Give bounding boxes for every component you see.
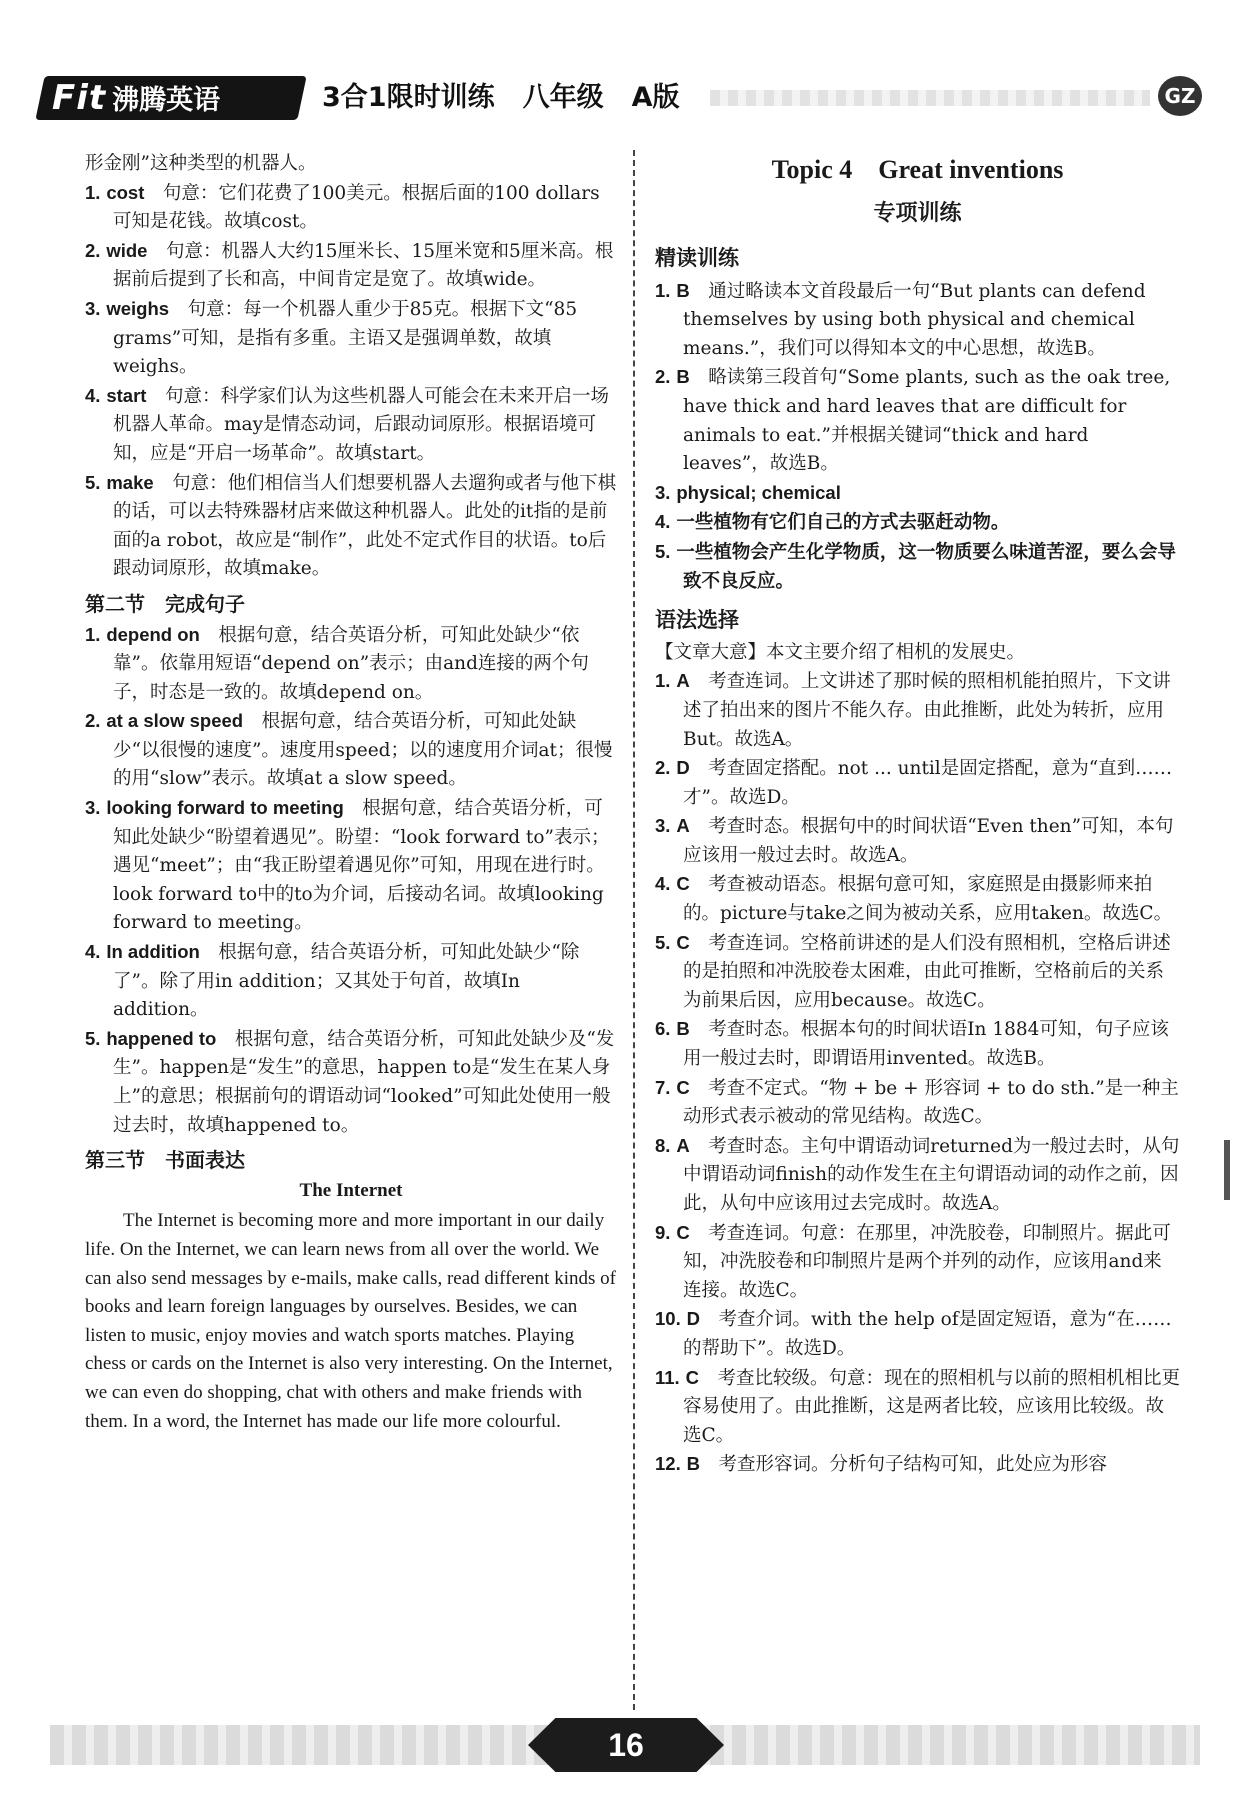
grammar-section-title: 语法选择 bbox=[655, 608, 739, 633]
grade-label: 八年级 bbox=[522, 82, 604, 113]
answer-item bbox=[85, 179, 617, 237]
header-decoration bbox=[710, 90, 1150, 106]
item-explanation: 考查比较级。句意：现在的照相机与以前的照相机相比更容易使用了。由此推断，这是两者比较，应该用比较级。故选C。 bbox=[683, 1367, 1180, 1446]
answer-item bbox=[655, 754, 1180, 812]
item-explanation: 考查时态。主句中谓语动词returned为一般过去时，从句中谓语动词finish的动作发生在主句谓语动词的动作之前，因此，从句中应该用过去完成时。故选A。 bbox=[683, 1135, 1180, 1214]
answer-item bbox=[85, 237, 617, 295]
answer-item bbox=[655, 1450, 1180, 1480]
item-number: 10. bbox=[655, 1308, 681, 1330]
answer-item bbox=[655, 667, 1180, 754]
answer-item bbox=[85, 938, 617, 1025]
item-number: 4. bbox=[655, 511, 671, 533]
item-explanation: 考查连词。上文讲述了那时候的照相机能拍照片，下文讲述了拍出来的图片不能久存。由此推断，此处为转折，应用But。故选A。 bbox=[683, 671, 1171, 750]
item-number: 3. bbox=[85, 797, 101, 819]
item-answer: depend on bbox=[106, 623, 200, 645]
item-answer: start bbox=[106, 384, 147, 406]
item-number: 1. bbox=[85, 181, 101, 203]
item-answer: A bbox=[676, 670, 690, 692]
item-answer: B bbox=[676, 1018, 690, 1040]
item-number: 5. bbox=[655, 931, 671, 953]
section-3-title: 第三节 书面表达 bbox=[85, 1148, 245, 1173]
side-tab-mark bbox=[1224, 1140, 1230, 1200]
item-answer: C bbox=[676, 873, 690, 895]
item-explanation: 考查时态。根据句中的时间状语“Even then”可知，本句应该用一般过去时。故选A。 bbox=[683, 816, 1174, 866]
essay-title: The Internet bbox=[299, 1179, 403, 1201]
item-explanation: 考查连词。句意：在那里，冲洗胶卷，印制照片。据此可知，冲洗胶卷和印制照片是两个并列的动作，应该用and来连接。故选C。 bbox=[683, 1222, 1171, 1301]
answer-item bbox=[655, 929, 1180, 1016]
item-explanation: 句意：每一个机器人重少于85克。根据下文“85 grams”可知，是指有多重。主语又是强调单数，故填weighs。 bbox=[113, 298, 578, 378]
item-answer: C bbox=[676, 931, 690, 953]
item-number: 4. bbox=[85, 384, 101, 406]
item-answer: D bbox=[686, 1308, 700, 1330]
answer-item bbox=[655, 1219, 1180, 1306]
item-answer: at a slow speed bbox=[106, 710, 244, 732]
item-answer: A bbox=[676, 1134, 690, 1156]
series-title: 3合1限时训练 bbox=[322, 82, 495, 113]
logo-cn-text: 沸腾英语 bbox=[112, 85, 221, 116]
answer-item bbox=[85, 1025, 617, 1140]
answer-item bbox=[85, 707, 617, 794]
book-title bbox=[322, 76, 707, 120]
answer-item bbox=[655, 870, 1180, 928]
item-answer: In addition bbox=[106, 941, 200, 963]
item-explanation: 根据句意，结合英语分析，可知此处缺少“盼望着遇见”。盼望：“look forward to”表示；遇见“meet”；由“我正盼望着遇见你”可知，用现在进行时。look forward to中的to为介词，后接动名词。故填looking forward to meeting。 bbox=[113, 798, 610, 934]
answer-item bbox=[655, 1074, 1180, 1132]
item-answer: B bbox=[676, 366, 690, 388]
item-number: 4. bbox=[655, 873, 671, 895]
item-answer: make bbox=[106, 471, 154, 493]
item-answer: C bbox=[676, 1076, 690, 1098]
item-explanation: 考查被动语态。根据句意可知，家庭照是由摄影师来拍的。picture与take之间为被动关系，应用taken。故选C。 bbox=[683, 874, 1173, 925]
item-explanation: 根据句意，结合英语分析，可知此处缺少“依靠”。依靠用短语“depend on”表示；由and连接的两个句子，时态是一致的。故填depend on。 bbox=[113, 624, 589, 703]
cloze-answers bbox=[85, 179, 617, 584]
item-number: 11. bbox=[655, 1366, 680, 1388]
section-2-title: 第二节 完成句子 bbox=[85, 591, 245, 616]
item-answer: B bbox=[686, 1453, 700, 1475]
item-number: 1. bbox=[85, 623, 101, 645]
item-number: 1. bbox=[655, 670, 671, 692]
item-explanation: 根据句意，结合英语分析，可知此处缺少“以很慢的速度”。速度用speed；以的速度用介词at；很慢的用“slow”表示。故填at a slow speed。 bbox=[113, 711, 613, 790]
brand-logo-text bbox=[52, 76, 292, 120]
item-answer: physical; chemical bbox=[676, 481, 841, 503]
region-badge: GZ bbox=[1158, 76, 1202, 116]
item-explanation: 考查连词。空格前讲述的是人们没有照相机，空格后讲述的是拍照和冲洗胶卷太困难，由此可推断，空格前后的关系为前果后因，应用because。故选C。 bbox=[683, 932, 1171, 1011]
page-number-badge bbox=[528, 1718, 724, 1772]
answer-item bbox=[85, 295, 617, 382]
item-number: 1. bbox=[655, 279, 671, 301]
item-answer: wide bbox=[106, 239, 148, 261]
item-number: 5. bbox=[85, 1027, 101, 1049]
item-explanation: 考查时态。根据本句的时间状语In 1884可知，句子应该用一般过去时，即谓语用invented。故选B。 bbox=[683, 1019, 1169, 1070]
item-number: 8. bbox=[655, 1134, 671, 1156]
page-number: 16 bbox=[608, 1727, 644, 1763]
logo-fit-text: Fit bbox=[52, 78, 107, 118]
item-number: 3. bbox=[655, 481, 671, 503]
answer-item bbox=[85, 382, 617, 469]
reading-section-title: 精读训练 bbox=[655, 246, 739, 270]
item-number: 3. bbox=[85, 297, 101, 319]
item-explanation: 考查不定式。“物 + be + 形容词 + to do sth.”是一种主动形式表示被动的常见结构。故选C。 bbox=[683, 1077, 1179, 1128]
item-answer: weighs bbox=[106, 297, 170, 319]
answer-item bbox=[655, 1015, 1180, 1073]
answer-item bbox=[655, 1305, 1180, 1363]
item-answer: D bbox=[676, 757, 690, 779]
article-summary: 【文章大意】本文主要介绍了相机的发展史。 bbox=[655, 641, 1026, 663]
item-explanation: 句意：科学家们认为这些机器人可能会在未来开启一场机器人革命。may是情态动词，后跟动词原形。根据语境可知，应是“开启一场革命”。故填start。 bbox=[113, 385, 609, 464]
item-explanation: 一些植物会产生化学物质，这一物质要么味道苦涩，要么会导致不良反应。 bbox=[676, 541, 1176, 592]
answer-item bbox=[655, 277, 1180, 364]
item-answer: C bbox=[685, 1366, 699, 1388]
column-divider bbox=[633, 150, 635, 1710]
item-number: 9. bbox=[655, 1221, 671, 1243]
item-answer: B bbox=[676, 279, 690, 301]
item-number: 7. bbox=[655, 1076, 671, 1098]
item-number: 2. bbox=[85, 710, 101, 732]
left-column bbox=[85, 150, 617, 1436]
item-number: 6. bbox=[655, 1018, 671, 1040]
item-explanation: 考查介词。with the help of是固定短语，意为“在……的帮助下”。故选D。 bbox=[683, 1309, 1172, 1359]
sentence-completion-answers bbox=[85, 621, 617, 1141]
item-answer: cost bbox=[106, 181, 145, 203]
item-explanation: 句意：他们相信当人们想要机器人去遛狗或者与他下棋的话，可以去特殊器材店来做这种机器人。此处的it指的是前面的a robot，故应是“制作”，此处不定式作目的状语。to后跟动词原形，故填make。 bbox=[113, 472, 617, 580]
item-answer: C bbox=[676, 1221, 690, 1243]
answer-item bbox=[655, 363, 1180, 478]
item-answer: happened to bbox=[106, 1027, 217, 1049]
answer-item bbox=[655, 1364, 1180, 1451]
topic-title: Topic 4 Great inventions bbox=[771, 155, 1064, 184]
item-explanation: 句意：它们花费了100美元。根据后面的100 dollars可知是花钱。故填cost。 bbox=[113, 182, 600, 233]
item-answer: A bbox=[676, 815, 690, 837]
item-explanation: 根据句意，结合英语分析，可知此处缺少及“发生”。happen是“发生”的意思，happen to是“发生在某人身上”的意思；根据前句的谓语动词“looked”可知此处使用一般过去时，故填happened to。 bbox=[113, 1028, 615, 1136]
item-number: 2. bbox=[655, 366, 671, 388]
item-explanation: 根据句意，结合英语分析，可知此处缺少“除了”。除了用in addition；又其处于句首，故填In addition。 bbox=[113, 942, 580, 1021]
answer-item bbox=[655, 1132, 1180, 1219]
answer-item bbox=[655, 508, 1180, 538]
answer-item bbox=[85, 469, 617, 584]
page-header bbox=[30, 68, 1230, 130]
item-answer: looking forward to meeting bbox=[106, 797, 344, 819]
item-number: 4. bbox=[85, 941, 101, 963]
answer-item bbox=[655, 538, 1180, 596]
item-explanation: 句意：机器人大约15厘米长、15厘米宽和5厘米高。根据前后提到了长和高，中间肯定是宽了。故填wide。 bbox=[113, 240, 614, 291]
item-number: 5. bbox=[655, 540, 671, 562]
item-number: 12. bbox=[655, 1453, 681, 1475]
item-explanation: 考查形容词。分析句子结构可知，此处应为形容 bbox=[718, 1454, 1108, 1476]
item-explanation: 略读第三段首句“Some plants, such as the oak tree, have thick and hard leaves that are difficult for animals to eat.”并根据关键词“thick and hard leaves”，故选B。 bbox=[683, 367, 1171, 475]
answer-item bbox=[85, 621, 617, 708]
item-explanation: 考查固定搭配。not ... until是固定搭配，意为“直到……才”。故选D。 bbox=[683, 758, 1173, 808]
answer-item bbox=[85, 794, 617, 938]
topic-subtitle: 专项训练 bbox=[873, 201, 962, 226]
item-explanation: 一些植物有它们自己的方式去驱赶动物。 bbox=[676, 512, 1010, 534]
item-number: 5. bbox=[85, 471, 101, 493]
continued-text: 形金刚”这种类型的机器人。 bbox=[85, 153, 317, 174]
grammar-answers bbox=[655, 667, 1180, 1480]
answer-item bbox=[655, 479, 1180, 509]
item-number: 2. bbox=[655, 757, 671, 779]
edition-label: A版 bbox=[631, 82, 680, 113]
answer-item bbox=[655, 812, 1180, 870]
right-column bbox=[655, 150, 1180, 1480]
reading-answers bbox=[655, 277, 1180, 597]
essay-body: The Internet is becoming more and more important in our daily life. On the Internet, we can learn news from all over the world. We can also send messages by e-mails, make calls, read different kinds of books and learn foreign languages by ourselves. Besides, we can listen to music, enjoy movies and watch sports matches. Playing chess or cards on the Internet is also very interesting. On the Internet, we can even do shopping, chat with others and make friends with them. In a word, the Internet has made our life more colourful. bbox=[85, 1210, 616, 1432]
item-number: 3. bbox=[655, 815, 671, 837]
item-number: 2. bbox=[85, 239, 101, 261]
item-explanation: 通过略读本文首段最后一句“But plants can defend themselves by using both physical and chemical means.”，我们可以得知本文的中心思想，故选B。 bbox=[683, 280, 1146, 359]
